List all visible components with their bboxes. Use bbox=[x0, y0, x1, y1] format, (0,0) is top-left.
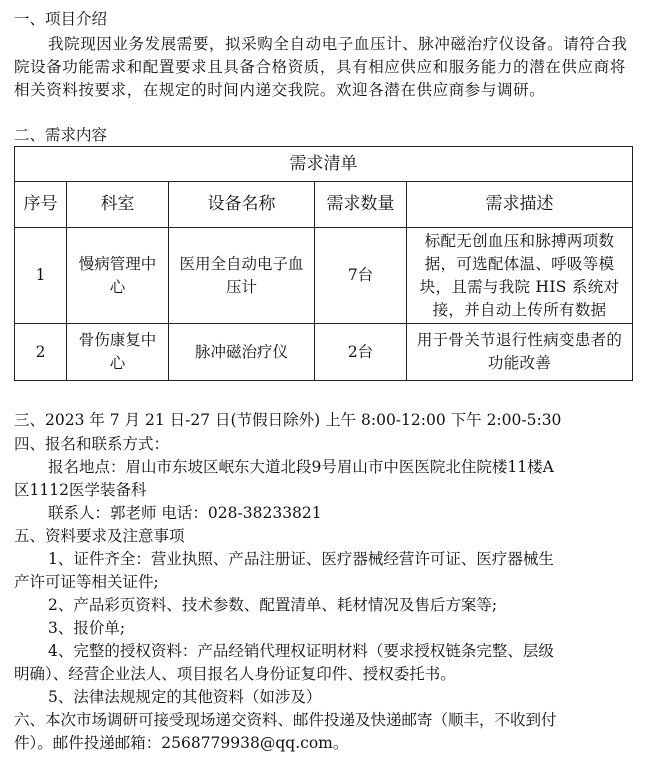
section-6-line-2: 件）。邮件投递邮箱：2568779938@qq.com。 bbox=[14, 734, 349, 752]
section-3-schedule: 三、2023 年 7 月 21 日-27 日(节假日除外) 上午 8:00-12:00 下午 2:00-5:30 bbox=[14, 411, 562, 429]
cell-device-name: 脉冲磁治疗仪 bbox=[169, 324, 315, 381]
table-title: 需求清单 bbox=[15, 147, 633, 182]
header-index: 序号 bbox=[15, 182, 67, 228]
header-quantity: 需求数量 bbox=[315, 182, 407, 228]
contact-line: 联系人：郭老师 电话：028-38233821 bbox=[48, 504, 322, 522]
registration-place-line-1: 报名地点：眉山市东坡区岷东大道北段9号眉山市中医医院北住院楼11楼A bbox=[48, 458, 554, 476]
header-description: 需求描述 bbox=[407, 182, 633, 228]
requirement-item-1-line-1: 1、证件齐全：营业执照、产品注册证、医疗器械经营许可证、医疗器械生 bbox=[48, 550, 554, 568]
cell-department: 慢病管理中心 bbox=[67, 228, 169, 324]
cell-description: 用于骨关节退行性病变患者的功能改善 bbox=[407, 324, 633, 381]
section-4-heading: 四、报名和联系方式： bbox=[14, 435, 170, 453]
section-1-heading: 一、项目介绍 bbox=[14, 10, 108, 28]
cell-index: 1 bbox=[15, 228, 67, 324]
requirement-item-1-line-2: 产许可证等相关证件; bbox=[14, 573, 159, 591]
header-device-name: 设备名称 bbox=[169, 182, 315, 228]
cell-device-name: 医用全自动电子血压计 bbox=[169, 228, 315, 324]
table-header-row bbox=[15, 182, 633, 228]
cell-index: 2 bbox=[15, 324, 67, 381]
requirement-item-4-line-1: 4、完整的授权资料：产品经销代理权证明材料（要求授权链条完整、层级 bbox=[48, 642, 554, 660]
requirement-item-4-line-2: 明确）、经营企业法人、项目报名人身份证复印件、授权委托书。 bbox=[14, 665, 456, 683]
section-1-body: 我院现因业务发展需要，拟采购全自动电子血压计、脉冲磁治疗仪设备。请符合我院设备功能需求和配置要求且具备合格资质，具有相应供应和服务能力的潜在供应商将相关资料按要求，在规定的时间内递交我院。欢迎各潜在供应商参与调研。 bbox=[14, 35, 628, 99]
cell-department: 骨伤康复中心 bbox=[67, 324, 169, 381]
table-row bbox=[15, 324, 633, 381]
registration-place-line-2: 区1112医学装备科 bbox=[14, 481, 147, 499]
cell-quantity: 2台 bbox=[315, 324, 407, 381]
cell-description: 标配无创血压和脉搏两项数据，可选配体温、呼吸等模块，且需与我院 HIS 系统对接，并自动上传所有数据 bbox=[407, 228, 633, 324]
header-department: 科室 bbox=[67, 182, 169, 228]
requirement-item-2: 2、产品彩页资料、技术参数、配置清单、耗材情况及售后方案等; bbox=[48, 596, 498, 614]
requirements-table bbox=[14, 146, 633, 381]
requirement-item-5: 5、法律法规规定的其他资料（如涉及） bbox=[48, 688, 322, 706]
section-6-line-1: 六、本次市场调研可接受现场递交资料、邮件投递及快递邮寄（顺丰，不收到付 bbox=[14, 711, 557, 729]
cell-quantity: 7台 bbox=[315, 228, 407, 324]
section-2-heading: 二、需求内容 bbox=[14, 126, 108, 144]
requirement-item-3: 3、报价单; bbox=[48, 619, 126, 637]
table-row bbox=[15, 228, 633, 324]
section-5-heading: 五、资料要求及注意事项 bbox=[14, 527, 185, 545]
